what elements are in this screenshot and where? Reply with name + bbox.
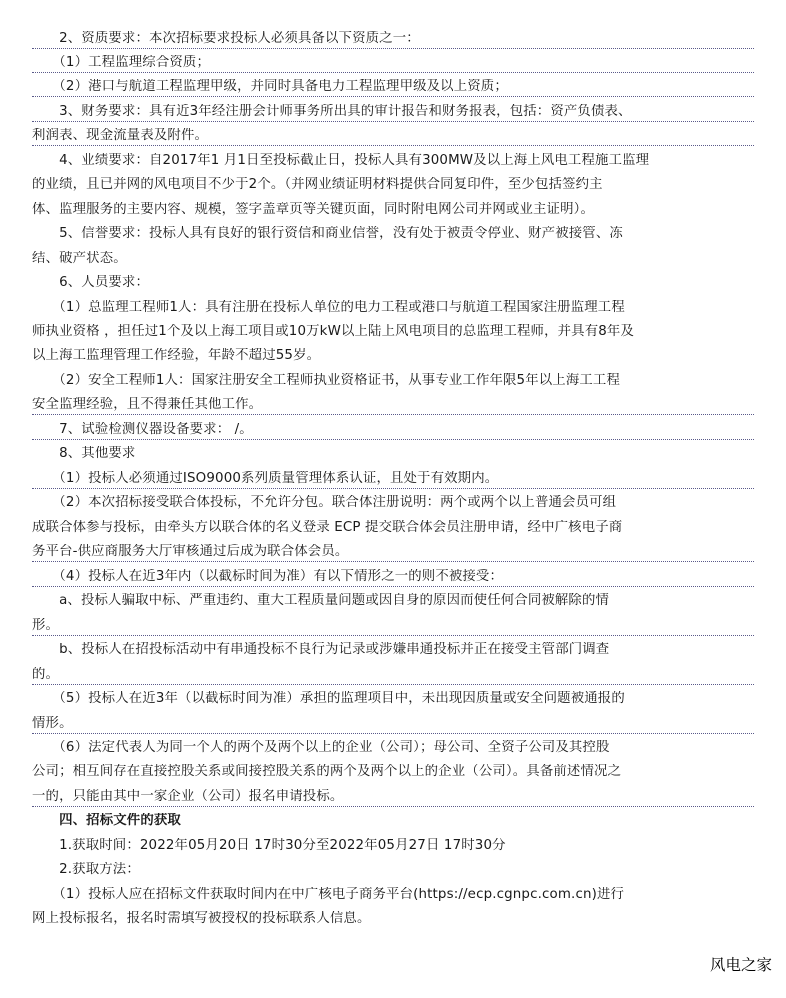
paragraph-line: 一的，只能由其中一家企业（公司）报名申请投标。	[32, 789, 754, 807]
watermark-text: 风电之家	[709, 956, 772, 974]
paragraph-line: 务平台-供应商服务大厅审核通过后成为联合体会员。	[32, 544, 754, 562]
paragraph-line: （2）港口与航道工程监理甲级，并同时具备电力工程监理甲级及以上资质；	[32, 79, 754, 97]
paragraph-line: （4）投标人在近3年内（以截标时间为准）有以下情形之一的则不被接受：	[32, 569, 754, 587]
paragraph-line: 4、业绩要求：自2017年1 月1日至投标截止日，投标人具有300MW及以上海上风电工程施工监理	[32, 153, 650, 168]
paragraph-line: 7、试验检测仪器设备要求： /。	[32, 422, 754, 440]
paragraph-line: （5）投标人在近3年（以截标时间为准）承担的监理项目中，未出现因质量或安全问题被通报的	[32, 691, 625, 706]
paragraph-line: b、投标人在招投标活动中有串通投标不良行为记录或涉嫌串通投标并正在接受主管部门调查	[32, 642, 610, 657]
paragraph-line: 情形。	[32, 716, 754, 734]
paragraph-line: 3、财务要求：具有近3年经注册会计师事务所出具的审计报告和财务报表，包括：资产负债表、	[32, 104, 754, 122]
paragraph-line: （1）投标人必须通过ISO9000系列质量管理体系认证，且处于有效期内。	[32, 471, 754, 489]
paragraph-line: 公司；相互间存在直接控股关系或间接控股关系的两个及两个以上的企业（公司）。具备前述情况之	[32, 764, 622, 779]
paragraph-line: （1）工程监理综合资质；	[32, 55, 754, 73]
paragraph-line: 师执业资格 ，担任过1个及以上海工项目或10万kW以上陆上风电项目的总监理工程师，并具有8年及	[32, 324, 635, 339]
paragraph-line: 2.获取方法：	[32, 862, 140, 877]
paragraph-line: 的业绩，且已并网的风电项目不少于2个。（并网业绩证明材料提供合同复印件，至少包括签约主	[32, 177, 603, 192]
paragraph-line: 8、其他要求	[32, 446, 136, 461]
paragraph-line: （1）投标人应在招标文件获取时间内在中广核电子商务平台(https://ecp.cgnpc.com.cn)进行	[32, 887, 625, 902]
paragraph-line: 成联合体参与投标，由牵头方以联合体的名义登录 ECP 提交联合体会员注册申请，经中广核电子商	[32, 520, 623, 535]
paragraph-line: 以上海工监理管理工作经验，年龄不超过55岁。	[32, 348, 321, 363]
paragraph-line: （2）本次招标接受联合体投标，不允许分包。联合体注册说明：两个或两个以上普通会员可组	[32, 495, 617, 510]
paragraph-line: 安全监理经验，且不得兼任其他工作。	[32, 397, 754, 415]
paragraph-line: 体、监理服务的主要内容、规模，签字盖章页等关键页面，同时附电网公司并网或业主证明）。	[32, 202, 595, 217]
paragraph-line: 形。	[32, 618, 754, 636]
paragraph-line: 5、信誉要求：投标人具有良好的银行资信和商业信誉，没有处于被责令停业、财产被接管、冻	[32, 226, 623, 241]
paragraph-line: 1.获取时间：2022年05月20日 17时30分至2022年05月27日 17时30分	[32, 838, 506, 853]
paragraph-line: （6）法定代表人为同一个人的两个及两个以上的企业（公司）；母公司、全资子公司及其控股	[32, 740, 610, 755]
section-heading: 四、招标文件的获取	[32, 813, 181, 828]
paragraph-line: （1）总监理工程师1人：具有注册在投标人单位的电力工程或港口与航道工程国家注册监理工程	[32, 300, 625, 315]
paragraph-line: 结、破产状态。	[32, 251, 127, 266]
paragraph-line: 网上投标报名，报名时需填写被授权的投标联系人信息。	[32, 911, 371, 926]
paragraph-line: 的。	[32, 667, 754, 685]
paragraph-line: 利润表、现金流量表及附件。	[32, 128, 754, 146]
paragraph-line: a、投标人骗取中标、严重违约、重大工程质量问题或因自身的原因而使任何合同被解除的情	[32, 593, 610, 608]
paragraph-line: 6、人员要求：	[32, 275, 149, 290]
paragraph-line: 2、资质要求：本次招标要求投标人必须具备以下资质之一：	[32, 31, 754, 49]
paragraph-line: （2）安全工程师1人：国家注册安全工程师执业资格证书，从事专业工作年限5年以上海工工程	[32, 373, 621, 388]
